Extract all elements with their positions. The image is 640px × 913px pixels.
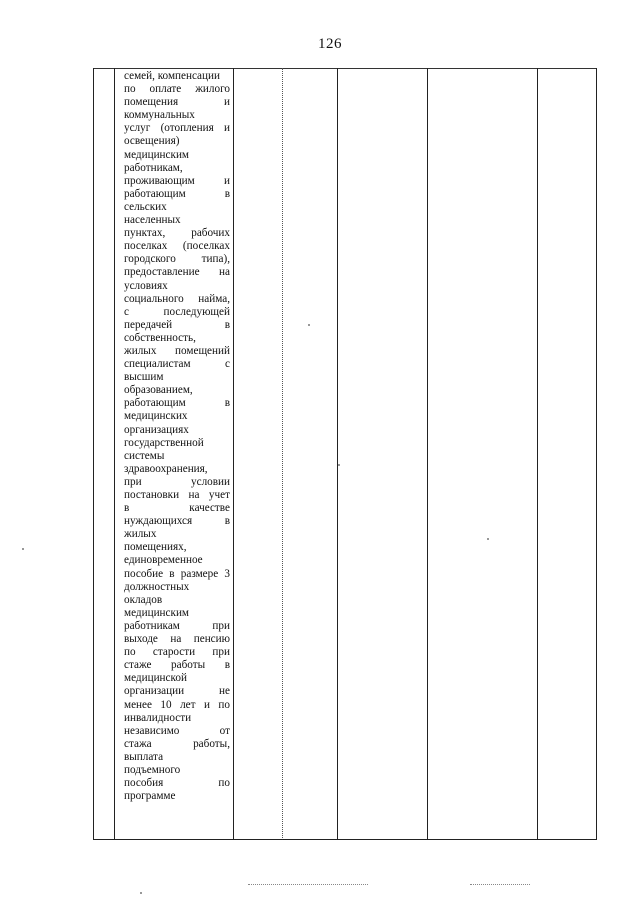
cell-line: инвалидности bbox=[124, 711, 192, 724]
cell-line: собственность, bbox=[124, 331, 196, 344]
cell-line: окладов bbox=[124, 593, 163, 606]
cell-line: освещения) bbox=[124, 135, 180, 148]
cell-line: высшим bbox=[124, 371, 164, 384]
cell-line: услуг (отопления и bbox=[124, 122, 230, 135]
table-column-border-4 bbox=[282, 68, 283, 840]
cell-line: независимо от bbox=[124, 724, 230, 737]
cell-line: пунктах, рабочих bbox=[124, 227, 230, 240]
table-column-border-5 bbox=[337, 68, 338, 840]
table-column-border-6 bbox=[427, 68, 428, 840]
cell-line: предоставление на bbox=[124, 266, 230, 279]
table-column-border-3 bbox=[233, 68, 234, 840]
cell-line: подъемного bbox=[124, 763, 181, 776]
cell-line: выходе на пенсию bbox=[124, 633, 230, 646]
cell-line: при условии bbox=[124, 475, 230, 488]
scan-speck bbox=[140, 892, 142, 894]
cell-line: организации не bbox=[124, 685, 230, 698]
cell-line: государственной bbox=[124, 436, 204, 449]
cell-line: стажа работы, bbox=[124, 737, 230, 750]
cell-line: работающим в bbox=[124, 187, 230, 200]
cell-line: условиях bbox=[124, 279, 168, 292]
cell-line: единовременное bbox=[124, 554, 203, 567]
cell-line: должностных bbox=[124, 580, 190, 593]
table-column-border-8 bbox=[596, 68, 597, 840]
cell-line: медицинским bbox=[124, 606, 190, 619]
cell-line: постановки на учет bbox=[124, 489, 230, 501]
cell-line: стаже работы в bbox=[124, 659, 230, 672]
cell-line: специалистам с bbox=[124, 358, 230, 371]
cell-line: передачей в bbox=[124, 318, 230, 331]
scan-speck bbox=[487, 538, 489, 540]
cell-line: нуждающихся в bbox=[124, 515, 230, 528]
cell-line: помещения и bbox=[124, 96, 230, 109]
scan-artifact-line bbox=[248, 884, 368, 885]
cell-line: в качестве bbox=[124, 502, 230, 515]
cell-line: менее 10 лет и по bbox=[124, 698, 230, 711]
cell-line: медицинской bbox=[124, 672, 187, 685]
cell-line: медицинским bbox=[124, 148, 190, 161]
table-column-border-2 bbox=[114, 68, 115, 840]
cell-line: здравоохранения, bbox=[124, 462, 208, 475]
cell-line: проживающим и bbox=[124, 174, 230, 187]
cell-line: по оплате жилого bbox=[124, 83, 230, 96]
cell-line: по старости при bbox=[124, 646, 230, 659]
cell-line: организациях bbox=[124, 423, 189, 436]
cell-line: работникам, bbox=[124, 161, 183, 174]
cell-line: помещениях, bbox=[124, 541, 187, 554]
table-column-border-1 bbox=[93, 68, 94, 840]
cell-line: программе bbox=[124, 790, 176, 803]
cell-line: социального найма, bbox=[124, 292, 230, 305]
scan-speck bbox=[338, 464, 340, 466]
cell-line: выплата bbox=[124, 750, 164, 763]
table-cell-description bbox=[124, 70, 230, 803]
cell-line: медицинских bbox=[124, 410, 188, 423]
cell-line: сельских bbox=[124, 200, 167, 213]
cell-line: пособия по bbox=[124, 777, 230, 790]
cell-line: семей, компенсации bbox=[124, 70, 220, 82]
cell-line: городского типа), bbox=[124, 253, 230, 266]
scan-speck bbox=[22, 548, 24, 550]
scan-artifact-line bbox=[470, 884, 530, 885]
scan-speck bbox=[308, 324, 310, 326]
page-number: 126 bbox=[318, 36, 342, 52]
cell-line: жилых помещений bbox=[124, 344, 230, 357]
cell-line: коммунальных bbox=[124, 109, 195, 122]
table-bottom-rule bbox=[93, 839, 597, 840]
cell-line: населенных bbox=[124, 214, 181, 227]
cell-line: поселках (поселках bbox=[124, 240, 230, 253]
cell-line: жилых bbox=[124, 528, 157, 541]
cell-line: работающим в bbox=[124, 397, 230, 410]
cell-line: системы bbox=[124, 449, 165, 462]
cell-line: образованием, bbox=[124, 384, 193, 397]
table-column-border-7 bbox=[537, 68, 538, 840]
cell-line: работникам при bbox=[124, 619, 230, 632]
cell-line: пособие в размере 3 bbox=[124, 567, 230, 580]
cell-line: с последующей bbox=[124, 305, 230, 318]
